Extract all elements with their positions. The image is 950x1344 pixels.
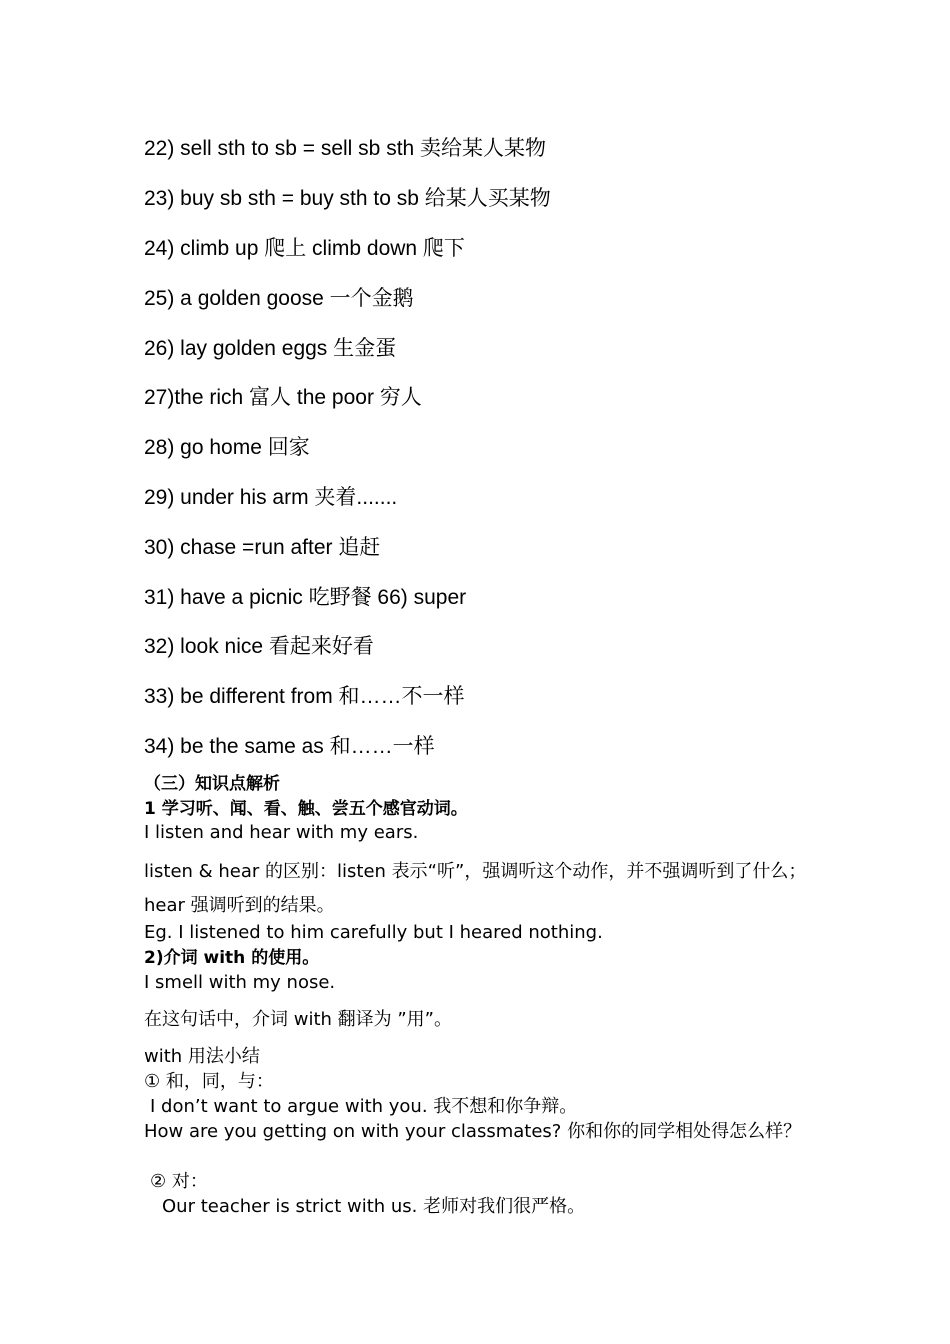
usage2-example1: Our teacher is strict with us. 老师对我们很严格。: [162, 1196, 586, 1217]
usage1-label: ① 和，同，与：: [144, 1071, 274, 1092]
with-summary: with 用法小结: [144, 1046, 260, 1067]
sentence-listen-hear: I listen and hear with my ears.: [144, 822, 419, 843]
vocab-item-24: 24) climb up 爬上 climb down 爬下: [144, 237, 465, 260]
vocab-item-32: 32) look nice 看起来好看: [144, 635, 374, 658]
vocab-item-34: 34) be the same as 和……一样: [144, 735, 435, 758]
vocab-item-33: 33) be different from 和……不一样: [144, 685, 465, 708]
vocab-item-27: 27)the rich 富人 the poor 穷人: [144, 386, 422, 409]
listen-hear-note: listen & hear 的区别：listen 表示“听”，强调听这个动作，并不强调听到了什么；hear 强调听到的结果。: [144, 861, 807, 916]
vocab-item-23: 23) buy sb sth = buy sth to sb 给某人买某物: [144, 187, 551, 210]
vocab-item-22: 22) sell sth to sb = sell sb sth 卖给某人某物: [144, 137, 547, 160]
point2-title: 2)介词 with 的使用。: [144, 948, 320, 968]
usage2-label: ② 对：: [150, 1171, 208, 1192]
section-heading: （三）知识点解析: [144, 774, 280, 794]
vocab-item-25: 25) a golden goose 一个金鹅: [144, 287, 414, 310]
with-note: 在这句话中，介词 with 翻译为 ”用”。: [144, 1009, 453, 1030]
point1-title: 1 学习听、闻、看、触、尝五个感官动词。: [144, 799, 468, 819]
usage1-example1: I don’t want to argue with you. 我不想和你争辩。: [150, 1096, 578, 1117]
example-sentence: Eg. I listened to him carefully but I heared nothing.: [144, 922, 603, 943]
usage1-example2: How are you getting on with your classmates? 你和你的同学相处得怎么样？: [144, 1121, 802, 1142]
vocab-item-29: 29) under his arm 夹着.......: [144, 486, 398, 509]
vocab-item-30: 30) chase =run after 追赶: [144, 536, 381, 559]
sentence-smell: I smell with my nose.: [144, 972, 336, 993]
vocab-item-26: 26) lay golden eggs 生金蛋: [144, 337, 397, 360]
vocab-item-28: 28) go home 回家: [144, 436, 310, 459]
vocab-item-31: 31) have a picnic 吃野餐 66) super: [144, 586, 467, 609]
